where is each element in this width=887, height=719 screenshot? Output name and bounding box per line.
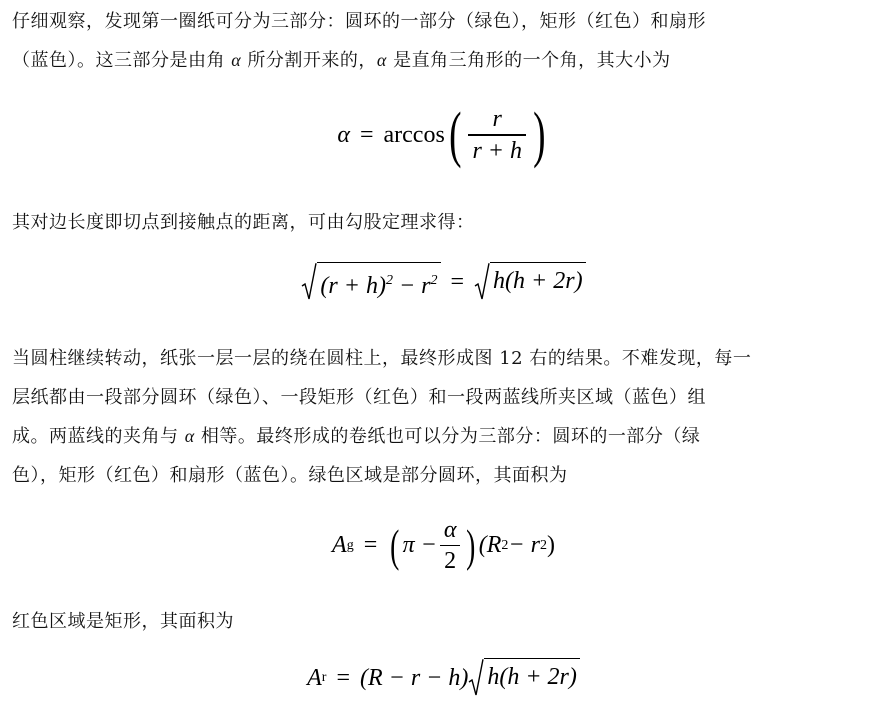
eq1-numerator: r [492,106,502,133]
paragraph-1-text-c: 是直角三角形的一个角，其大小为 [386,50,671,71]
paragraph-1-line-1: 仔细观察，发现第一圈纸可分为三部分：圆环的一部分（绿色），矩形（红色）和扇形 [12,11,706,32]
paragraph-3 [12,339,874,495]
eq3-sup-2: 2 [539,537,547,553]
eq3-close-paren: ) [546,532,555,559]
eq2-minus: − [398,273,416,299]
paragraph-3-line-4: 色），矩形（红色）和扇形（蓝色）。绿色区域是部分圆环，其面积为 [12,465,568,486]
eq3-denominator: 2 [444,548,457,575]
eq2-r: r [421,273,431,299]
eq1-function: arccos [383,121,445,148]
eq3-numerator: α [443,517,457,543]
alpha-symbol: α [184,426,195,446]
eq2-left-sqrt [301,262,440,302]
eq2-equals: = [450,268,465,295]
eq4-factor: (R − r − h) [359,664,469,691]
alpha-symbol: α [231,50,242,70]
eq2-sup-2: 2 [430,273,438,288]
paragraph-3-text-a: 成。两蓝线的夹角与 [12,426,185,447]
paragraph-3-text-b: 相等。最终形成的卷纸也可以分为三部分：圆环的一部分（绿 [194,426,701,447]
equation-green-area: A g = ( π − $\frac{\alpha}{2}$ ) (R 2 − r 2 ) [332,517,555,575]
eq1-denominator: r + h [472,137,522,164]
paragraph-2 [12,203,874,242]
eq2-left-radicand: (r + h) [320,273,386,299]
eq1-lhs: α [337,121,350,148]
eq4-equals: = [336,664,350,691]
paragraph-3-line-1: 当圆柱继续转动，纸张一层一层的绕在圆柱上，最终形成图 12 右的结果。不难发现，每一 [12,348,752,369]
eq4-subscript: r [321,670,327,685]
eq2-sup-1: 2 [385,273,393,288]
equation-red-area [0,658,887,698]
eq3-subscript: g [346,537,354,553]
paragraph-1-text-b: 所分割开来的， [241,50,377,71]
paragraph-4-line: 红色区域是矩形，其面积为 [12,611,234,632]
equation-alpha: α = arccos ( $\frac{r}{r + h}$ ) [337,101,546,169]
eq3-pi-minus: π − [402,532,437,559]
paragraph-3-line-3 [12,417,874,456]
paragraph-3-line-2: 层纸都由一段部分圆环（绿色）、一段矩形（红色）和一段两蓝线所夹区域（蓝色）组 [12,387,706,408]
eq4-lhs: A [307,664,322,691]
eq3-fraction [440,515,461,576]
eq2-right-sqrt [474,262,586,302]
eq3-sup-1: 2 [501,537,509,553]
eq4-radicand: h(h + 2r) [484,658,580,698]
eq3-equals: = [363,532,378,559]
eq3-minus-r: − r [508,532,540,559]
eq4-sqrt [468,658,580,698]
eq1-equals: = [359,121,374,148]
eq1-fraction [468,104,526,165]
paragraph-2-line: 其对边长度即切点到接触点的距离，可由勾股定理求得： [12,212,475,233]
paragraph-4 [12,602,874,641]
paragraph-1-text-a: （蓝色）。这三部分是由角 [12,50,232,71]
paragraph-1 [12,2,874,80]
eq3-tail: (R [478,532,502,559]
eq3-lhs: A [332,532,347,559]
alpha-symbol: α [376,50,387,70]
eq2-right-radicand: h(h + 2r) [490,262,586,302]
paragraph-1-line-2 [12,41,874,80]
equation-distance [0,262,887,309]
